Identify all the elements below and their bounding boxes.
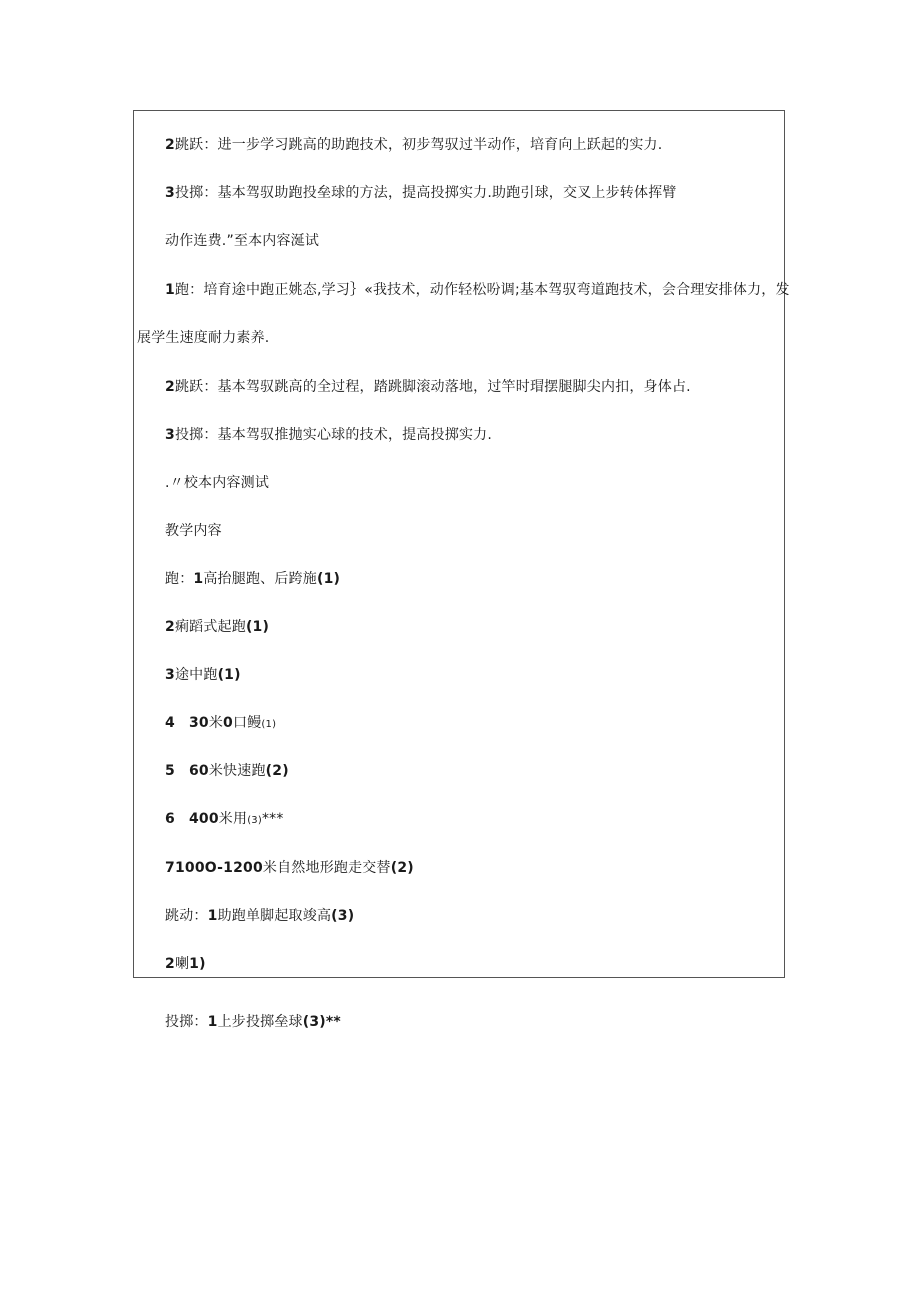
list-item: 3途中跑(1) [165, 667, 241, 683]
text-line: 1跑：培育途中跑正姚态,学习｝«我技术，动作轻松吩调;基本驾驭弯道跑技术，会合理安排体力，发 [165, 282, 790, 298]
list-item: 2喇1) [165, 956, 206, 972]
section-heading: 教学内容 [165, 523, 222, 539]
text-line: 3投掷：基本驾驭助跑投垒球的方法，提高投掷实力.助跑引球，交叉上步转体挥臂 [165, 185, 677, 201]
list-item-outside: 投掷：1上步投掷垒球(3)** [165, 1014, 341, 1030]
list-item: 2痢蹈式起跑(1) [165, 619, 270, 635]
text-line: 展学生速度耐力素养. [137, 330, 270, 346]
list-item: 跳动：1助跑单脚起取竣高(3) [165, 908, 355, 924]
text-line: 2跳跃：基本驾驭跳高的全过程，踏跳脚滚动落地，过竿时瑁摆腿脚尖内扣，身体占. [165, 379, 691, 395]
section-heading: .〃校本内容测试 [165, 475, 270, 491]
list-item: 跑：1高抬腿跑、后跨施(1) [165, 571, 341, 587]
list-item: 5 60米快速跑(2) [165, 763, 289, 779]
text-line: 3投掷：基本驾驭推抛实心球的技术，提高投掷实力. [165, 427, 493, 443]
text-line: 动作连费.”至本内容涎试 [165, 233, 320, 249]
list-item: 7100O-1200米自然地形跑走交替(2) [165, 860, 414, 876]
list-item: 6 400米用(3)*** [165, 811, 284, 827]
list-item: 4 30米0口鳗(1) [165, 715, 277, 731]
text-line: 2跳跃：进一步学习跳高的助跑技术，初步驾驭过半动作，培育向上跃起的实力. [165, 137, 663, 153]
